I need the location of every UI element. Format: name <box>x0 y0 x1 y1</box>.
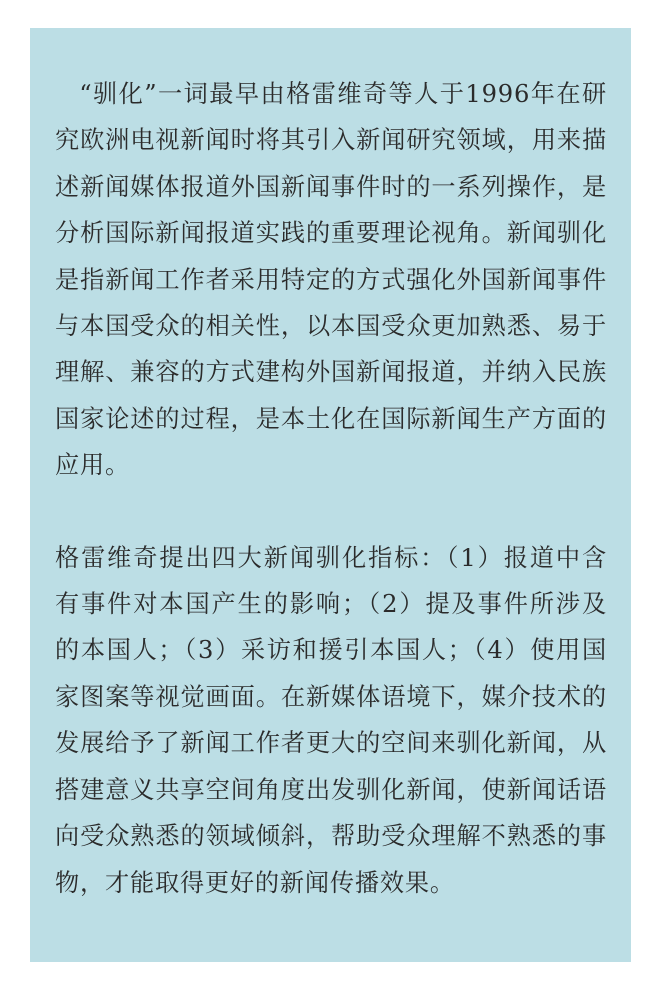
paragraph-domestication-indicators: 格雷维奇提出四大新闻驯化指标：（1）报道中含有事件对本国产生的影响；（2）提及事件所涉及的本国人；（3）采访和援引本国人；（4）使用国家图案等视觉画面。在新媒体语境下，媒介技术的发展给予了新闻工作者更大的空间来驯化新闻，从搭建意义共享空间角度出发驯化新闻，使新闻话语向受众熟悉的领域倾斜，帮助受众理解不熟悉的事物，才能取得更好的新闻传播效果。 <box>55 543 607 897</box>
text-panel <box>30 28 631 962</box>
paragraph-domestication-definition: “驯化”一词最早由格雷维奇等人于1996年在研究欧洲电视新闻时将其引入新闻研究领域，用来描述新闻媒体报道外国新闻事件时的一系列操作，是分析国际新闻报道实践的重要理论视角。新闻驯化是指新闻工作者采用特定的方式强化外国新闻事件与本国受众的相关性，以本国受众更加熟悉、易于理解、兼容的方式建构外国新闻报道，并纳入民族国家论述的过程，是本土化在国际新闻生产方面的应用。 <box>55 80 607 480</box>
